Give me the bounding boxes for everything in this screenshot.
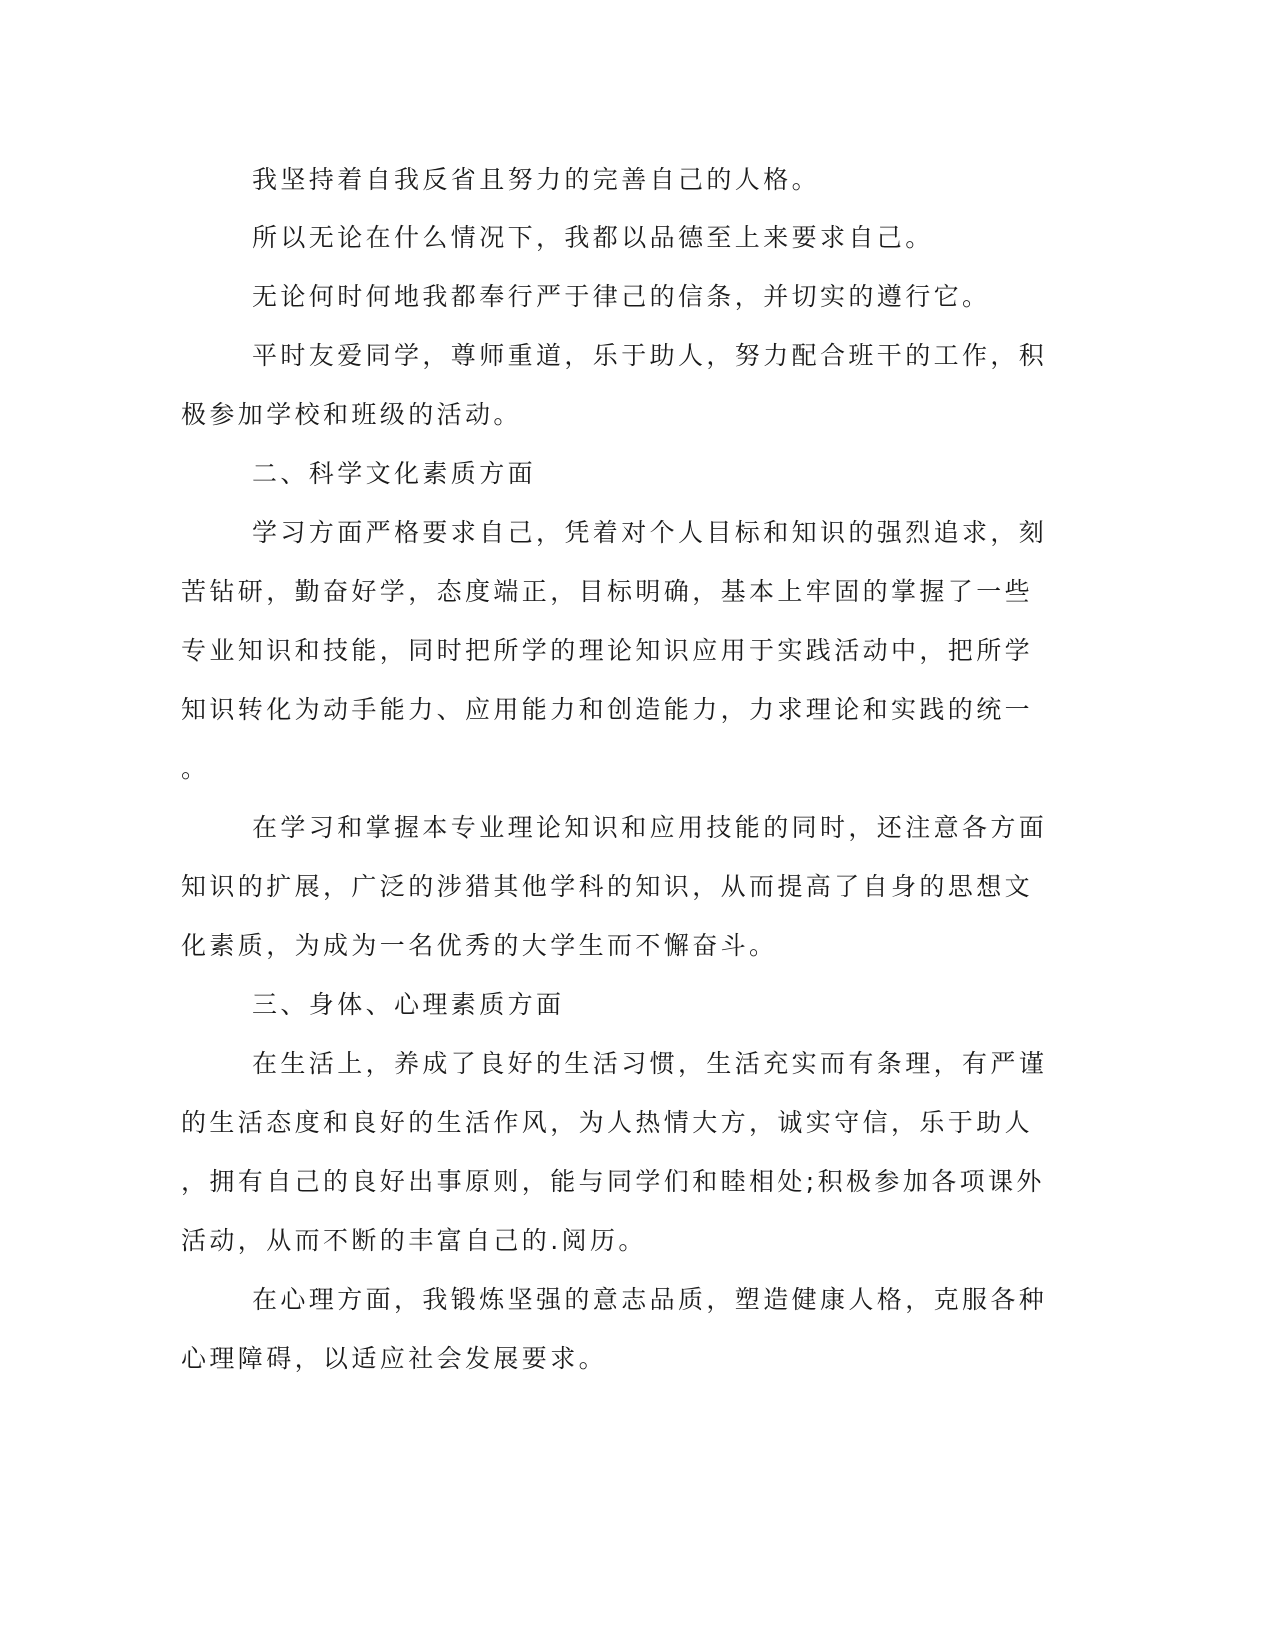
paragraph-line: 的生活态度和良好的生活作风，为人热情大方，诚实守信，乐于助人 [181, 1108, 1034, 1137]
paragraph-line: 。 [181, 754, 210, 783]
paragraph-line: 苦钻研，勤奋好学，态度端正，目标明确，基本上牢固的掌握了一些 [181, 577, 1034, 606]
section-heading: 三、身体、心理素质方面 [252, 990, 565, 1019]
paragraph-line: 在心理方面，我锻炼坚强的意志品质，塑造健康人格，克服各种 [252, 1285, 1048, 1314]
paragraph-line: 知识的扩展，广泛的涉猎其他学科的知识，从而提高了自身的思想文 [181, 872, 1034, 901]
paragraph-line: 学习方面严格要求自己，凭着对个人目标和知识的强烈追求，刻 [252, 518, 1048, 547]
paragraph-line: 活动，从而不断的丰富自己的.阅历。 [181, 1226, 647, 1255]
paragraph-line: 心理障碍，以适应社会发展要求。 [181, 1344, 608, 1373]
paragraph-line: 知识转化为动手能力、应用能力和创造能力，力求理论和实践的统一 [181, 695, 1034, 724]
paragraph-line: 我坚持着自我反省且努力的完善自己的人格。 [252, 165, 821, 194]
paragraph-line: 平时友爱同学，尊师重道，乐于助人，努力配合班干的工作，积 [252, 341, 1048, 370]
section-heading: 二、科学文化素质方面 [252, 459, 537, 488]
paragraph-line: 极参加学校和班级的活动。 [181, 400, 522, 429]
paragraph-line: 在学习和掌握本专业理论知识和应用技能的同时，还注意各方面 [252, 813, 1048, 842]
paragraph-line: 在生活上，养成了良好的生活习惯，生活充实而有条理，有严谨 [252, 1049, 1048, 1078]
paragraph-line: 无论何时何地我都奉行严于律己的信条，并切实的遵行它。 [252, 282, 991, 311]
paragraph-line: 化素质，为成为一名优秀的大学生而不懈奋斗。 [181, 931, 778, 960]
paragraph-line: 所以无论在什么情况下，我都以品德至上来要求自己。 [252, 223, 934, 252]
paragraph-line: 专业知识和技能，同时把所学的理论知识应用于实践活动中，把所学 [181, 636, 1034, 665]
paragraph-line: ，拥有自己的良好出事原则，能与同学们和睦相处;积极参加各项课外 [181, 1167, 1045, 1196]
